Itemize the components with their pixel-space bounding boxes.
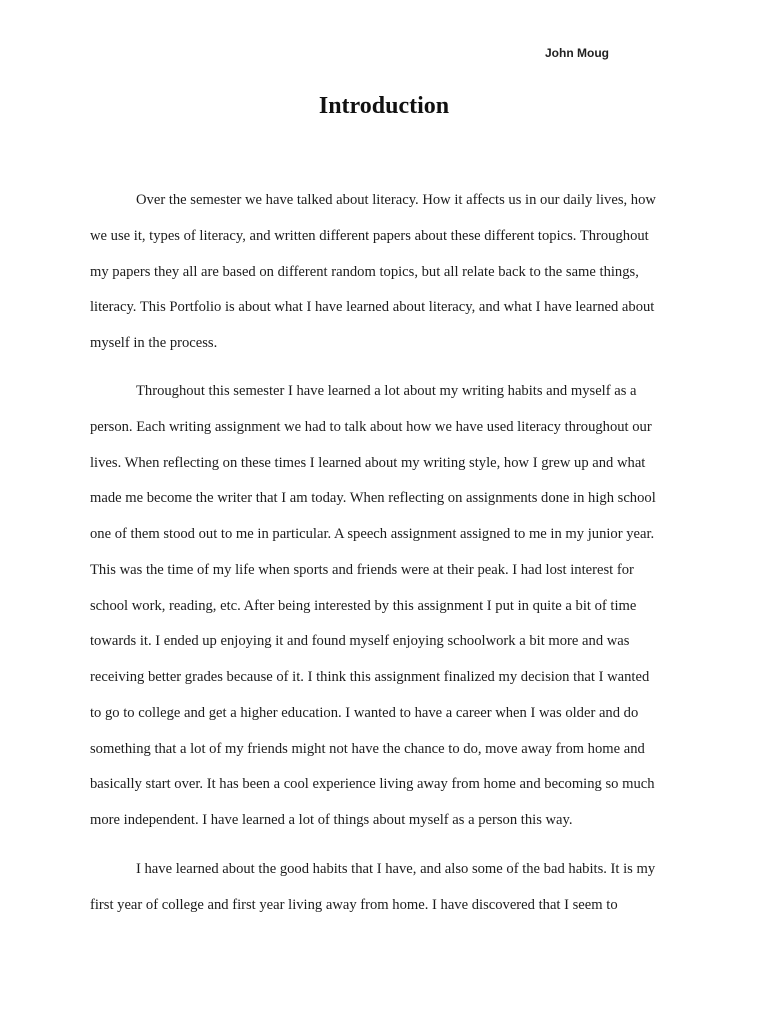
text-line: my papers they all are based on different random topics, but all relate back to the same things, xyxy=(90,264,639,280)
text-line: receiving better grades because of it. I think this assignment finalized my decision that I wanted xyxy=(90,669,650,685)
text-line: This was the time of my life when sports and friends were at their peak. I had lost interest for xyxy=(90,562,634,578)
author-name: John Moug xyxy=(545,46,609,60)
text-line: school work, reading, etc. After being interested by this assignment I put in quite a bit of time xyxy=(90,598,637,614)
text-line: more independent. I have learned a lot of things about myself as a person this way. xyxy=(90,812,573,828)
text-line: to go to college and get a higher education. I wanted to have a career when I was older and do xyxy=(90,705,639,721)
text-line: something that a lot of my friends might not have the chance to do, move away from home and xyxy=(90,741,645,757)
text-line: one of them stood out to me in particular. A speech assignment assigned to me in my junior year. xyxy=(90,526,655,542)
text-line: literacy. This Portfolio is about what I have learned about literacy, and what I have learned about xyxy=(90,299,655,315)
text-line: made me become the writer that I am today. When reflecting on assignments done in high school xyxy=(90,490,656,506)
text-line: towards it. I ended up enjoying it and found myself enjoying schoolwork a bit more and was xyxy=(90,633,630,649)
text-line: Over the semester we have talked about literacy. How it affects us in our daily lives, how xyxy=(136,192,656,208)
text-line: lives. When reflecting on these times I learned about my writing style, how I grew up and what xyxy=(90,455,646,471)
text-line: I have learned about the good habits that I have, and also some of the bad habits. It is my xyxy=(136,861,656,877)
text-line: basically start over. It has been a cool experience living away from home and becoming so much xyxy=(90,776,655,792)
text-line: Throughout this semester I have learned a lot about my writing habits and myself as a xyxy=(136,383,637,399)
text-line: person. Each writing assignment we had to talk about how we have used literacy throughout our xyxy=(90,419,652,435)
text-line: first year of college and first year living away from home. I have discovered that I seem to xyxy=(90,897,618,913)
text-line: myself in the process. xyxy=(90,335,218,351)
document-title: Introduction xyxy=(318,93,450,119)
text-line: we use it, types of literacy, and written different papers about these different topics. Throughout xyxy=(90,228,649,244)
